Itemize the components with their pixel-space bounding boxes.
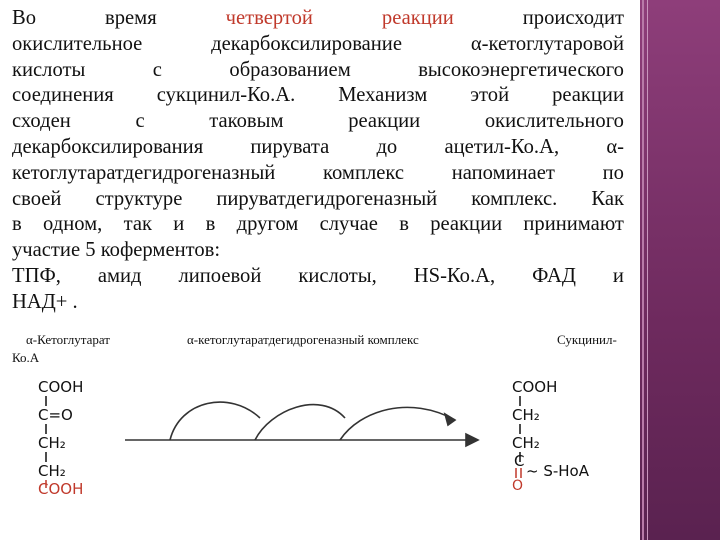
paragraph-line — [12, 187, 624, 213]
paragraph-word: с — [152, 58, 162, 81]
right-tail: ~ S-HoA — [526, 462, 589, 480]
paragraph-line — [12, 212, 624, 238]
paragraph-line — [12, 238, 624, 264]
paragraph-word: по — [602, 161, 624, 184]
paragraph-word: время — [105, 7, 157, 29]
reaction-scheme — [0, 370, 640, 540]
paragraph-word: таковым — [209, 110, 284, 133]
side-band-stripe — [642, 0, 644, 540]
right-ch2-a: CH₂ — [512, 406, 540, 424]
paragraph-word: в — [12, 213, 22, 236]
paragraph-word: кетоглутаратдегидрогеназный — [12, 161, 276, 184]
paragraph-word: своей — [12, 187, 62, 210]
product-label: Сукцинил- — [557, 332, 617, 347]
paragraph-word: пирувата — [250, 135, 330, 158]
paragraph-word: одном, — [43, 213, 103, 236]
paragraph-word: декарбоксилирования — [12, 135, 204, 158]
paragraph-word: Как — [591, 187, 624, 210]
paragraph-word: липоевой — [178, 264, 262, 287]
product-label-continued: Ко.А — [12, 350, 40, 365]
paragraph-word: декарбоксилирование — [211, 32, 402, 55]
left-ch2-a: CH₂ — [38, 434, 66, 452]
right-ch2-b: CH₂ — [512, 434, 540, 452]
paragraph-word: участие 5 коферментов: — [12, 239, 221, 262]
paragraph-line — [12, 161, 624, 187]
side-band-stripe-inner — [647, 0, 648, 540]
paragraph-line — [12, 109, 624, 135]
paragraph-line — [12, 135, 624, 161]
paragraph-word: так — [123, 213, 152, 236]
paragraph-word: кислоты, — [298, 264, 377, 287]
paragraph-word: пируватдегидрогеназный — [216, 187, 438, 210]
paragraph-word: до — [376, 135, 398, 158]
paragraph-line — [12, 83, 624, 109]
paragraph-line — [12, 58, 624, 84]
paragraph-word: ТПФ, — [12, 264, 61, 287]
paragraph-word: этой — [470, 84, 510, 107]
paragraph-word: четвертой — [225, 7, 313, 29]
substrate-label: α-Кетоглутарат — [26, 332, 110, 347]
decorative-side-band — [640, 0, 720, 540]
left-keto: C=O — [38, 406, 73, 424]
reaction-arrow — [125, 402, 478, 446]
paragraph-word: амид — [97, 264, 142, 287]
paragraph-word: структуре — [95, 187, 183, 210]
paragraph-word: HS-Ко.А, — [413, 264, 496, 287]
paragraph-word: комплекс — [323, 161, 405, 184]
paragraph-word: соединения — [12, 84, 114, 107]
left-cooh-top: COOH — [38, 378, 84, 396]
paragraph-line — [12, 290, 624, 316]
right-oxygen: O — [512, 478, 524, 494]
left-cooh-bottom: COOH — [38, 480, 84, 498]
paragraph-word: в — [399, 213, 409, 236]
paragraph-word: с — [135, 110, 145, 133]
right-cooh-top: COOH — [512, 378, 558, 396]
paragraph-word: сукцинил-Ко.А. — [156, 84, 296, 107]
paragraph-word: окислительного — [484, 110, 624, 133]
paragraph-word: сходен — [12, 110, 71, 133]
paragraph-line — [12, 264, 624, 290]
body-paragraph — [12, 6, 624, 316]
paragraph-word: принимают — [523, 213, 624, 236]
paragraph-word: ФАД — [532, 264, 576, 287]
paragraph-word: комплекс. — [471, 187, 558, 210]
paragraph-word: реакции — [430, 213, 503, 236]
paragraph-word: кислоты — [12, 58, 86, 81]
paragraph-word: напоминает — [451, 161, 555, 184]
alpha-ketoglutarate-structure — [38, 378, 83, 498]
paragraph-word: α- — [606, 135, 624, 158]
paragraph-word: реакции — [348, 110, 421, 133]
paragraph-word: Механизм — [338, 84, 428, 107]
paragraph-word: НАД+ . — [12, 290, 78, 313]
paragraph-word: реакции — [552, 84, 624, 107]
paragraph-word: случае — [319, 213, 378, 236]
right-carbon: C — [514, 452, 525, 470]
enzyme-label: α-кетоглутаратдегидрогеназный комплекс — [187, 332, 419, 347]
paragraph-word: другом — [236, 213, 299, 236]
paragraph-line — [12, 6, 624, 32]
paragraph-word: окислительное — [12, 32, 143, 55]
paragraph-line — [12, 32, 624, 58]
paragraph-word: высокоэнергетического — [418, 58, 624, 81]
left-ch2-b: CH₂ — [38, 462, 66, 480]
paragraph-word: ацетил-Ко.А, — [444, 135, 560, 158]
paragraph-word: реакции — [381, 7, 454, 29]
paragraph-word: и — [173, 213, 185, 236]
paragraph-word: Во — [12, 7, 37, 29]
paragraph-word: происходит — [522, 7, 624, 29]
paragraph-word: и — [612, 264, 624, 287]
paragraph-word: α-кетоглутаровой — [470, 32, 624, 55]
succinyl-coa-structure — [512, 378, 590, 494]
paragraph-word: в — [205, 213, 216, 236]
paragraph-word: образованием — [229, 58, 351, 81]
